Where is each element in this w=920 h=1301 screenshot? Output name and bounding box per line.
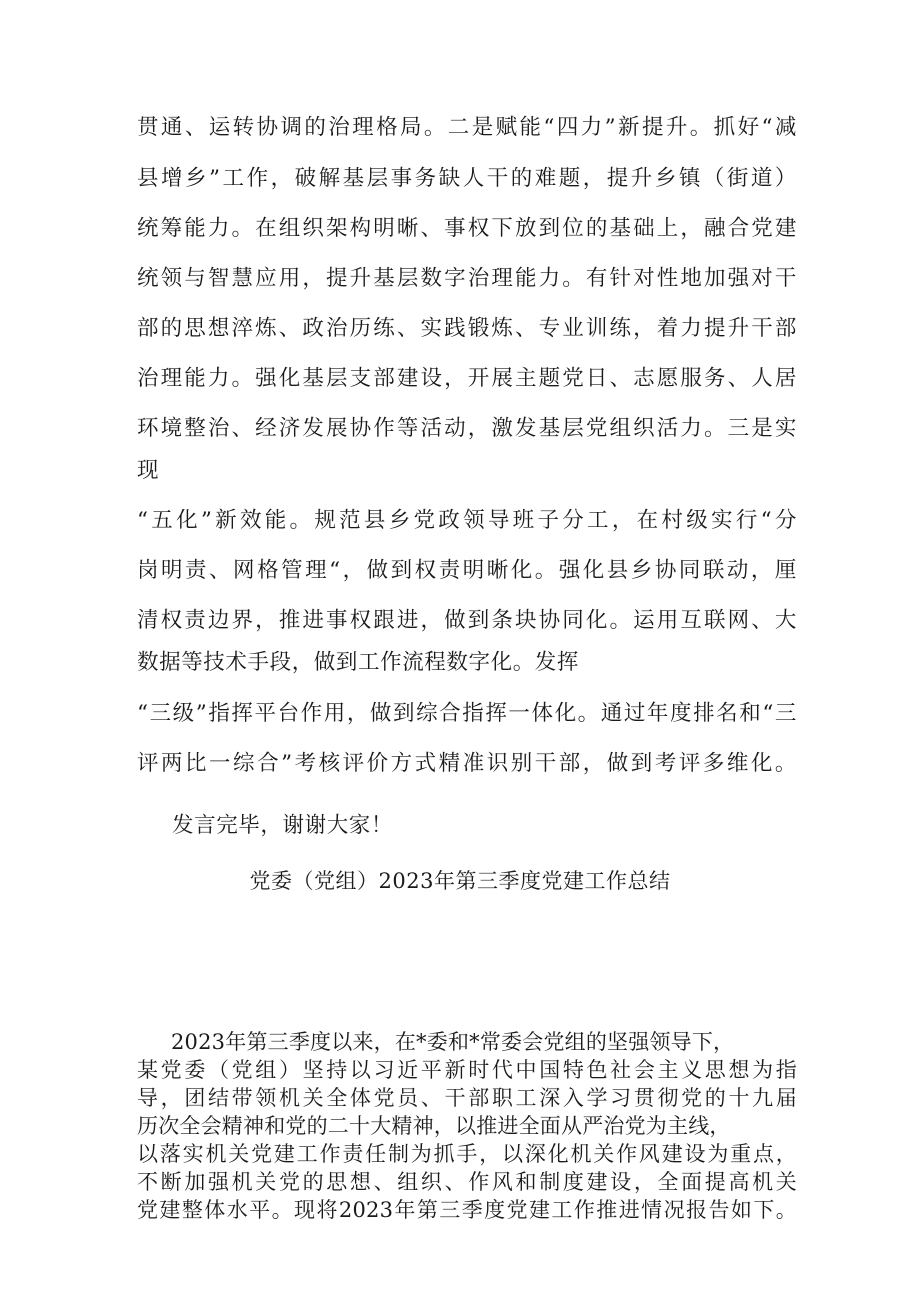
report-line-3: 导，团结带领机关全体党员、干部职工深入学习贯彻党的十九届	[137, 1086, 797, 1110]
speech-line-10: 岗明责、网格管理“，做到权责明晰化。强化县乡协同联动，厘	[137, 558, 797, 583]
speech-line-12: 数据等技术手段，做到工作流程数字化。发挥	[137, 650, 580, 675]
speech-closing: 发言完毕，谢谢大家！	[172, 813, 394, 838]
speech-line-11: 清权责边界，推进事权跟进，做到条块协同化。运用互联网、大	[137, 608, 797, 633]
report-line-6: 不断加强机关党的思想、组织、作风和制度建设，全面提高机关	[137, 1170, 797, 1194]
speech-line-4: 统领与智慧应用，提升基层数字治理能力。有针对性地加强对干	[137, 266, 797, 291]
speech-line-14: 评两比一综合”考核评价方式精准识别干部，做到考评多维化。	[137, 751, 797, 776]
speech-line-2: 县增乡”工作，破解基层事务缺人干的难题，提升乡镇（街道）	[137, 166, 797, 191]
speech-line-1: 贯通、运转协调的治理格局。二是赋能“四力”新提升。抓好“减	[137, 115, 797, 140]
report-line-7: 党建整体水平。现将2023年第三季度党建工作推进情况报告如下。	[137, 1198, 797, 1222]
speech-line-3: 统筹能力。在组织架构明晰、事权下放到位的基础上，融合党建	[137, 216, 797, 241]
speech-line-6: 治理能力。强化基层支部建设，开展主题党日、志愿服务、人居	[137, 366, 797, 391]
report-line-5: 以落实机关党建工作责任制为抓手，以深化机关作风建设为重点，	[137, 1142, 797, 1166]
report-title: 党委（党组）2023年第三季度党建工作总结	[249, 869, 671, 893]
report-line-1: 2023年第三季度以来，在*委和*常委会党组的坚强领导下，	[171, 1030, 735, 1054]
speech-line-9: “五化”新效能。规范县乡党政领导班子分工，在村级实行“分	[137, 508, 797, 533]
report-line-2: 某党委（党组）坚持以习近平新时代中国特色社会主义思想为指	[137, 1058, 797, 1082]
speech-line-7: 环境整治、经济发展协作等活动，激发基层党组织活力。三是实	[137, 416, 797, 441]
speech-line-5: 部的思想淬炼、政治历练、实践锻炼、专业训练，着力提升干部	[137, 316, 797, 341]
speech-line-13: “三级”指挥平台作用，做到综合指挥一体化。通过年度排名和“三	[137, 701, 797, 726]
report-line-4: 历次全会精神和党的二十大精神，以推进全面从严治党为主线，	[137, 1114, 731, 1138]
speech-line-8: 现	[137, 458, 160, 483]
